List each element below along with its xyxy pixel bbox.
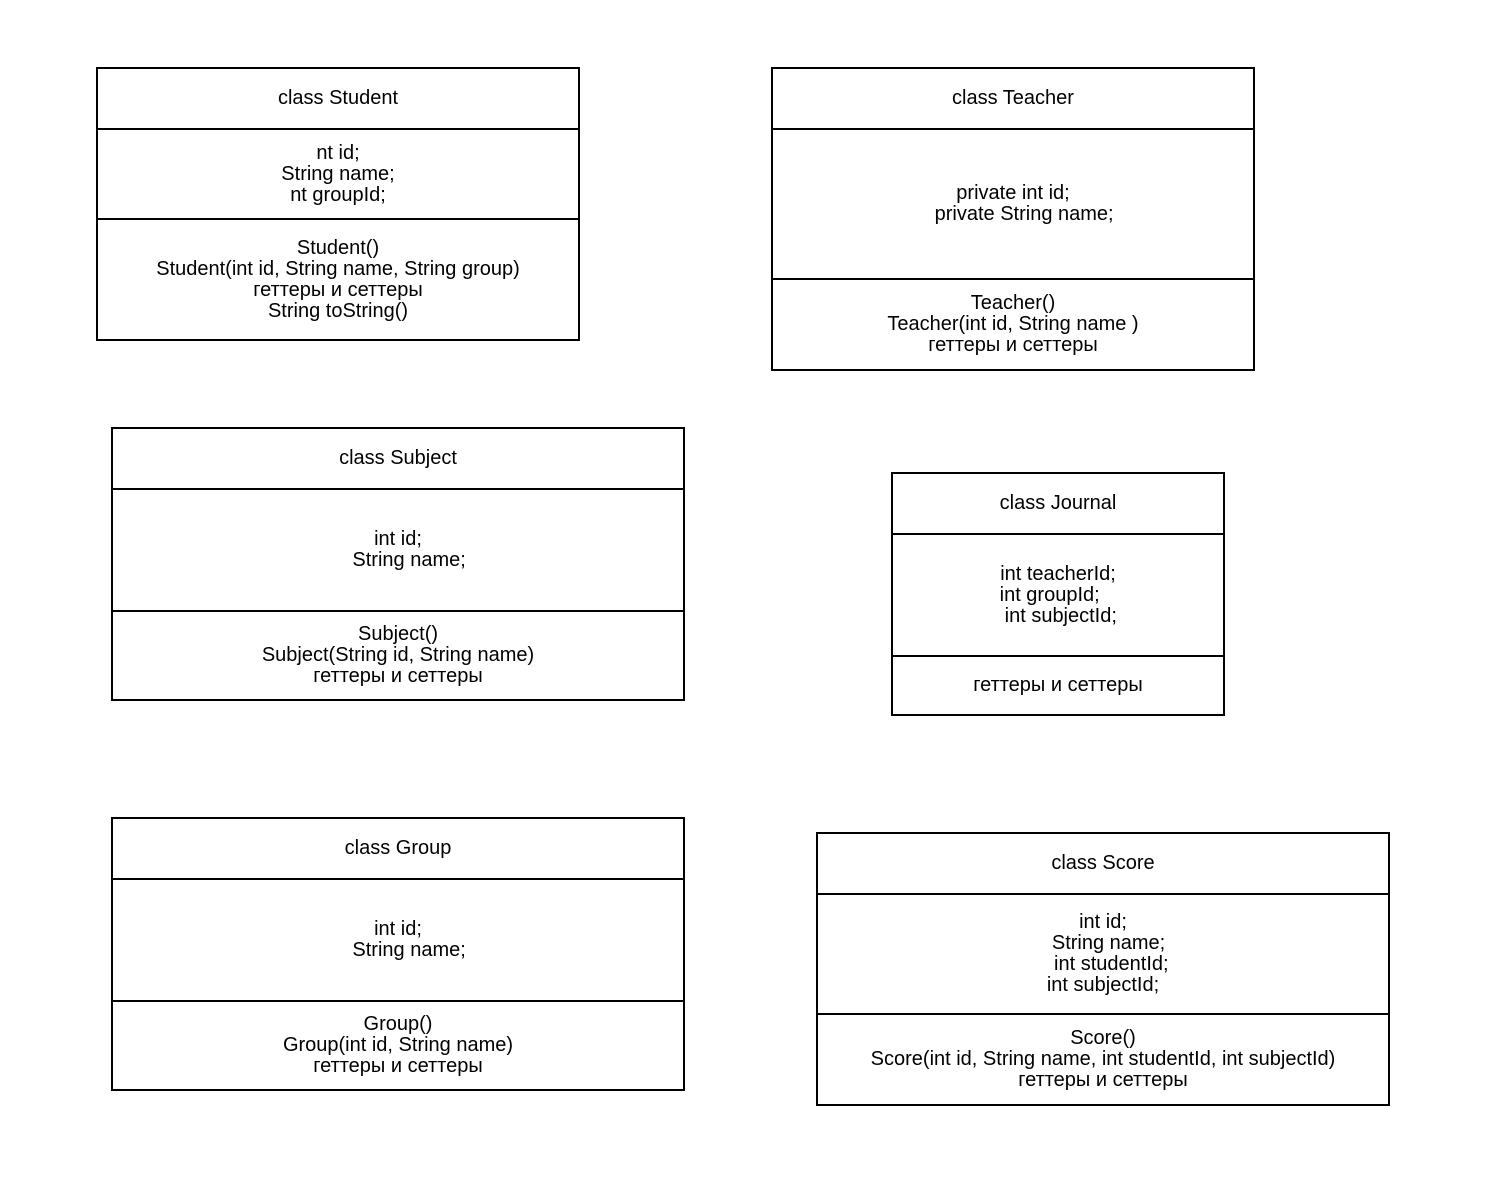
class-box-group <box>111 817 685 1091</box>
attributes-student <box>98 128 578 218</box>
class-box-subject <box>111 427 685 701</box>
operation-line: геттеры и сеттеры <box>313 1055 483 1077</box>
class-name-journal <box>893 474 1223 533</box>
attributes-journal <box>893 533 1223 655</box>
attributes-group <box>113 878 683 1000</box>
attribute-line: int groupId; <box>999 583 1117 606</box>
operation-line: Score() <box>1070 1027 1136 1049</box>
attributes-score <box>818 893 1388 1013</box>
class-name-label: class Student <box>277 87 399 109</box>
attribute-line: int id; <box>1079 911 1127 933</box>
attribute-line: nt id; <box>316 141 360 164</box>
operations-student <box>98 218 578 339</box>
class-name-subject <box>113 429 683 488</box>
operation-line: String toString() <box>267 299 409 322</box>
class-name-score <box>818 834 1388 893</box>
operation-line: Group() <box>363 1013 433 1035</box>
class-box-teacher <box>771 67 1255 371</box>
class-box-journal <box>891 472 1225 716</box>
operations-teacher <box>773 278 1253 369</box>
attribute-line: nt groupId; <box>290 183 386 206</box>
operations-journal <box>893 655 1223 714</box>
class-name-label: class Journal <box>999 492 1117 514</box>
operation-line: Score(int id, String name, int studentId, int subjectId) <box>870 1048 1336 1070</box>
class-name-group <box>113 819 683 878</box>
operations-subject <box>113 610 683 699</box>
operation-line: Teacher(int id, String name ) <box>887 313 1139 335</box>
operation-line: геттеры и сеттеры <box>973 674 1143 696</box>
attribute-line: String name; <box>281 162 395 185</box>
attribute-line: int id; <box>374 918 422 940</box>
operation-line: Subject(String id, String name) <box>261 644 535 666</box>
class-box-student <box>96 67 580 341</box>
operation-line: Student(int id, String name, String group) <box>156 257 520 280</box>
operation-line: геттеры и сеттеры <box>313 665 483 687</box>
attribute-line: String name; <box>1040 932 1166 954</box>
operation-line: Subject() <box>357 623 439 645</box>
attribute-line: int id; <box>374 528 422 550</box>
class-name-teacher <box>773 69 1253 128</box>
operation-line: Group(int id, String name) <box>282 1034 514 1056</box>
operation-line: Teacher() <box>970 292 1056 314</box>
class-name-student <box>98 69 578 128</box>
attribute-line: int subjectId; <box>999 604 1117 627</box>
attribute-line: String name; <box>330 549 466 571</box>
attribute-line: private int id; <box>956 182 1070 204</box>
operation-line: геттеры и сеттеры <box>1018 1069 1188 1091</box>
attribute-line: int subjectId; <box>1046 974 1160 996</box>
operation-line: геттеры и сеттеры <box>928 334 1098 356</box>
operations-score <box>818 1013 1388 1104</box>
operations-group <box>113 1000 683 1089</box>
attribute-line: private String name; <box>912 203 1114 225</box>
class-name-label: class Subject <box>339 447 457 469</box>
attribute-line: String name; <box>330 939 466 961</box>
attributes-teacher <box>773 128 1253 278</box>
attributes-subject <box>113 488 683 610</box>
class-name-label: class Teacher <box>952 87 1074 109</box>
operation-line: геттеры и сеттеры <box>253 278 423 301</box>
class-box-score <box>816 832 1390 1106</box>
class-name-label: class Group <box>344 837 452 859</box>
class-name-label: class Score <box>1051 852 1155 874</box>
attribute-line: int teacherId; <box>1000 562 1116 585</box>
operation-line: Student() <box>296 236 380 259</box>
attribute-line: int studentId; <box>1037 953 1169 975</box>
